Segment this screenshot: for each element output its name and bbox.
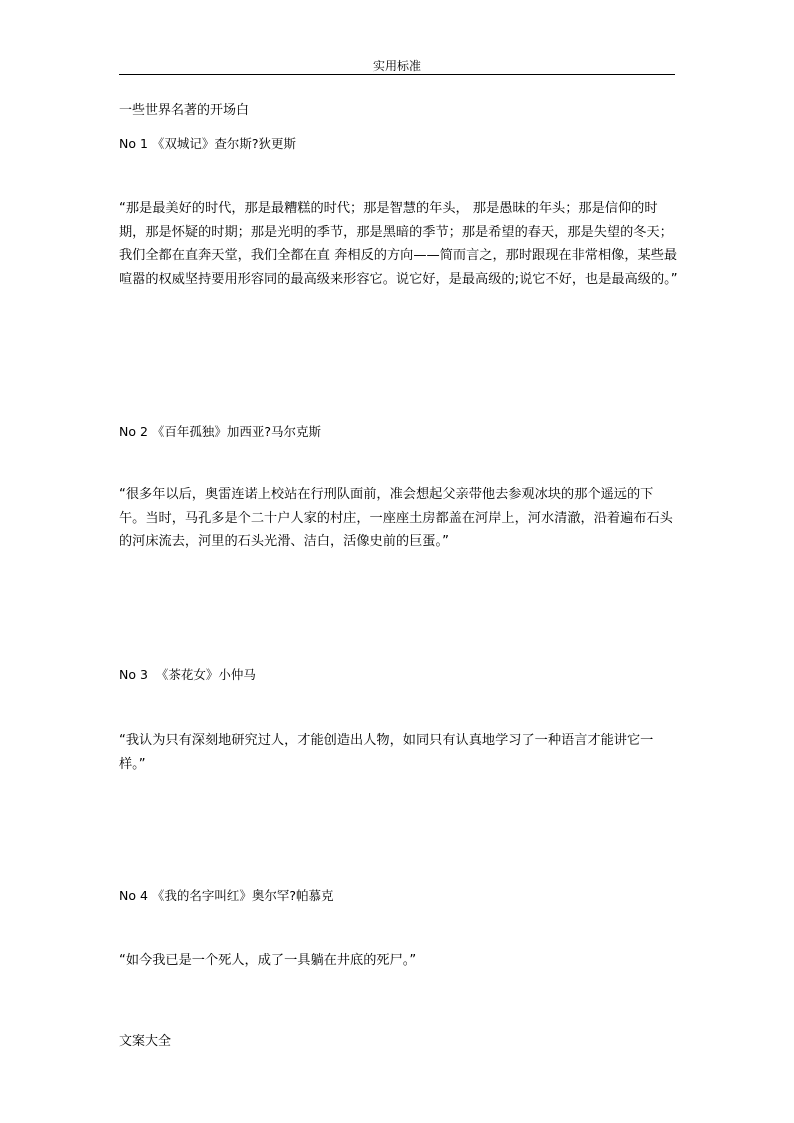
header-divider	[119, 74, 675, 75]
entry-quote: “我认为只有深刻地研究过人，才能创造出人物，如同只有认真地学习了一种语言才能讲它一样。”	[119, 733, 654, 772]
entry-quote: “如今我已是一个死人，成了一具躺在井底的死尸。”	[119, 953, 417, 968]
entry-heading: No 1 《双城记》查尔斯?狄更斯	[119, 136, 297, 151]
document-title: 一些世界名著的开场白	[119, 103, 250, 118]
page-footer-text: 文案大全	[119, 1034, 172, 1049]
entry-quote: “很多年以后，奥雷连诺上校站在行刑队面前，准会想起父亲带他去参观冰块的那个遥远的下午。当时，马孔多是个二十户人家的村庄，一座座土房都盖在河岸上，河水清澈，沿着遍布石头的河床流去，河里的石头光滑、洁白，活像史前的巨蛋。”	[119, 487, 673, 549]
entry-quote: “那是最美好的时代，那是最糟糕的时代；那是智慧的年头， 那是愚昧的年头；那是信仰的时期，那是怀疑的时期；那是光明的季节，那是黑暗的季节；那是希望的春天，那是失望的冬天；我们全都在直奔天堂，我们全都在直 奔相反的方向——简而言之，那时跟现在非常相像，某些最喧嚣的权威坚持要用形容同的最高级来形容它。说它好，是最高级的;说它不好，也是最高级的。”	[119, 201, 678, 287]
page-header-title: 实用标准	[372, 59, 421, 73]
entry-heading: No 2 《百年孤独》加西亚?马尔克斯	[119, 424, 322, 439]
entry-heading: No 3 《茶花女》小仲马	[119, 667, 256, 682]
entry-heading: No 4 《我的名字叫红》奥尔罕?帕慕克	[119, 888, 334, 903]
